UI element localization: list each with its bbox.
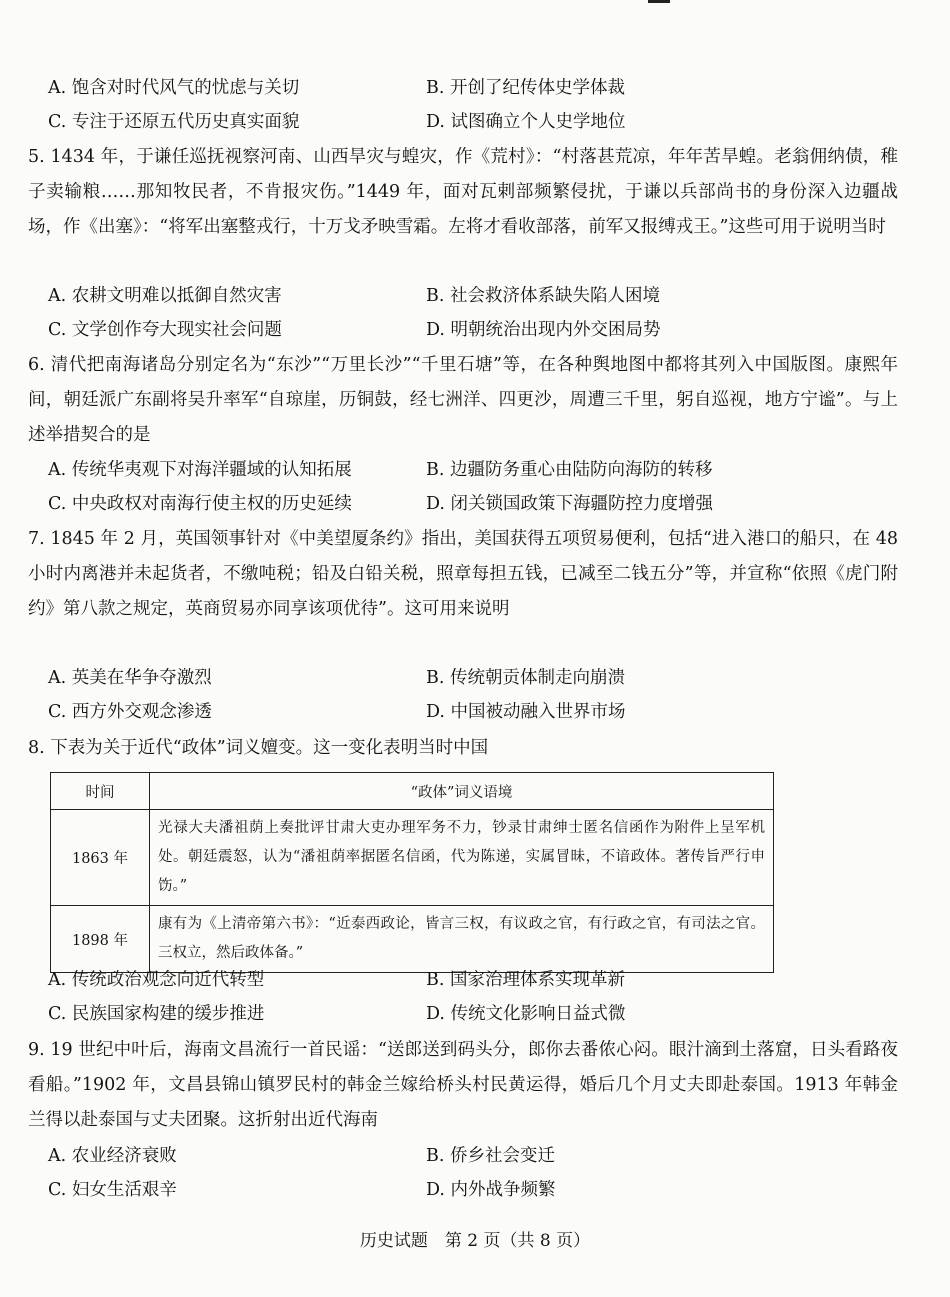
q6-option-a[interactable]: A. 传统华夷观下对海洋疆域的认知拓展 [48, 460, 352, 480]
q6-option-b[interactable]: B. 边疆防务重心由陆防向海防的转移 [426, 460, 713, 480]
q9-option-d[interactable]: D. 内外战争频繁 [426, 1180, 556, 1200]
q4-option-d[interactable]: D. 试图确立个人史学地位 [426, 112, 626, 132]
q9-options-row1 [48, 1140, 908, 1172]
table-header-row [51, 773, 774, 810]
q5-option-a[interactable]: A. 农耕文明难以抵御自然灾害 [48, 286, 282, 306]
q7-options-row1 [48, 662, 908, 694]
q8-options-row2 [48, 998, 908, 1030]
q7-option-c[interactable]: C. 西方外交观念渗透 [48, 702, 212, 722]
q5-option-d[interactable]: D. 明朝统治出现内外交困局势 [426, 320, 661, 340]
q9-option-c[interactable]: C. 妇女生活艰辛 [48, 1180, 177, 1200]
table-cell-context: 康有为《上清帝第六书》：“近泰西政论，皆言三权，有议政之官，有行政之官，有司法之官。三权立，然后政体备。” [150, 906, 774, 973]
q8-table-container [50, 772, 774, 973]
q4-option-c[interactable]: C. 专注于还原五代历史真实面貌 [48, 112, 300, 132]
page-edge-mark [648, 0, 670, 3]
q8-table [50, 772, 774, 973]
q4-option-b[interactable]: B. 开创了纪传体史学体裁 [426, 78, 625, 98]
q7-options-row2 [48, 696, 908, 728]
q8-option-a[interactable]: A. 传统政治观念向近代转型 [48, 970, 265, 990]
table-cell-year: 1898 年 [51, 906, 150, 973]
q4-options-row2 [48, 106, 908, 138]
q5-options-row1 [48, 280, 908, 312]
page-footer: 历史试题 第 2 页（共 8 页） [359, 1231, 591, 1251]
q6-stem: 6. 清代把南海诸岛分别定名为“东沙”“万里长沙”“千里石塘”等，在各种舆地图中都将其列入中国版图。康熙年间，朝廷派广东副将吴升率军“自琼崖，历铜鼓，经七洲洋、四更沙，周遭三千里，躬自巡视，地方宁谧”。与上述举措契合的是 [28, 355, 898, 445]
q8-stem: 8. 下表为关于近代“政体”词义嬗变。这一变化表明当时中国 [28, 738, 489, 758]
q8-option-d[interactable]: D. 传统文化影响日益式微 [426, 1004, 626, 1024]
q9-stem: 9. 19 世纪中叶后，海南文昌流行一首民谣：“送郎送到码头分，郎你去番侬心闷。眼汁滴到土落窟，日头看路夜看船。”1902 年，文昌县锦山镇罗民村的韩金兰嫁给桥头村民黄运得，婚后几个月丈夫即赴泰国。1913 年韩金兰得以赴泰国与丈夫团聚。这折射出近代海南 [28, 1040, 898, 1130]
q8-option-c[interactable]: C. 民族国家构建的缓步推进 [48, 1004, 265, 1024]
q9-option-b[interactable]: B. 侨乡社会变迁 [426, 1146, 555, 1166]
table-row [51, 906, 774, 973]
q4-options-row1 [48, 72, 908, 104]
q7-option-b[interactable]: B. 传统朝贡体制走向崩溃 [426, 668, 625, 688]
q7-option-a[interactable]: A. 英美在华争夺激烈 [48, 668, 212, 688]
q8-option-b[interactable]: B. 国家治理体系实现革新 [426, 970, 625, 990]
q9-options-row2 [48, 1174, 908, 1206]
table-header-context: “政体”词义语境 [150, 773, 774, 810]
q7-option-d[interactable]: D. 中国被动融入世界市场 [426, 702, 626, 722]
q5-option-c[interactable]: C. 文学创作夸大现实社会问题 [48, 320, 282, 340]
table-cell-year: 1863 年 [51, 810, 150, 906]
q5-options-row2 [48, 314, 908, 346]
q7-stem: 7. 1845 年 2 月，英国领事针对《中美望厦条约》指出，美国获得五项贸易便利，包括“进入港口的船只，在 48 小时内离港并未起货者，不缴吨税；铅及白铅关税，照章每担五钱，已减至二钱五分”等，并宣称“依照《虎门附约》第八款之规定，英商贸易亦同享该项优待”。这可用来说明 [28, 529, 898, 619]
table-row [51, 810, 774, 906]
q6-option-c[interactable]: C. 中央政权对南海行使主权的历史延续 [48, 494, 352, 514]
table-cell-context: 光禄大夫潘祖荫上奏批评甘肃大吏办理军务不力，钞录甘肃绅士匿名信函作为附件上呈军机处。朝廷震怒，认为“潘祖荫率据匿名信函，代为陈递，实属冒昧，不谙政体。著传旨严行申饬。” [150, 810, 774, 906]
q8-options-row1 [48, 964, 908, 996]
q5-option-b[interactable]: B. 社会救济体系缺失陷人困境 [426, 286, 660, 306]
q6-options-row1 [48, 454, 908, 486]
q5-stem: 5. 1434 年，于谦任巡抚视察河南、山西旱灾与蝗灾，作《荒村》：“村落甚荒凉，年年苦旱蝗。老翁佣纳债，稚子卖输粮……那知牧民者，不肯报灾伤。”1449 年，面对瓦剌部频繁侵扰，于谦以兵部尚书的身份深入边疆战场，作《出塞》：“将军出塞整戎行，十万戈矛映雪霜。左将才看收部落，前军又报缚戎王。”这些可用于说明当时 [28, 147, 898, 237]
q6-option-d[interactable]: D. 闭关锁国政策下海疆防控力度增强 [426, 494, 714, 514]
q6-options-row2 [48, 488, 908, 520]
q9-option-a[interactable]: A. 农业经济衰败 [48, 1146, 177, 1166]
q4-option-a[interactable]: A. 饱含对时代风气的忧虑与关切 [48, 78, 300, 98]
table-header-time: 时间 [51, 773, 150, 810]
